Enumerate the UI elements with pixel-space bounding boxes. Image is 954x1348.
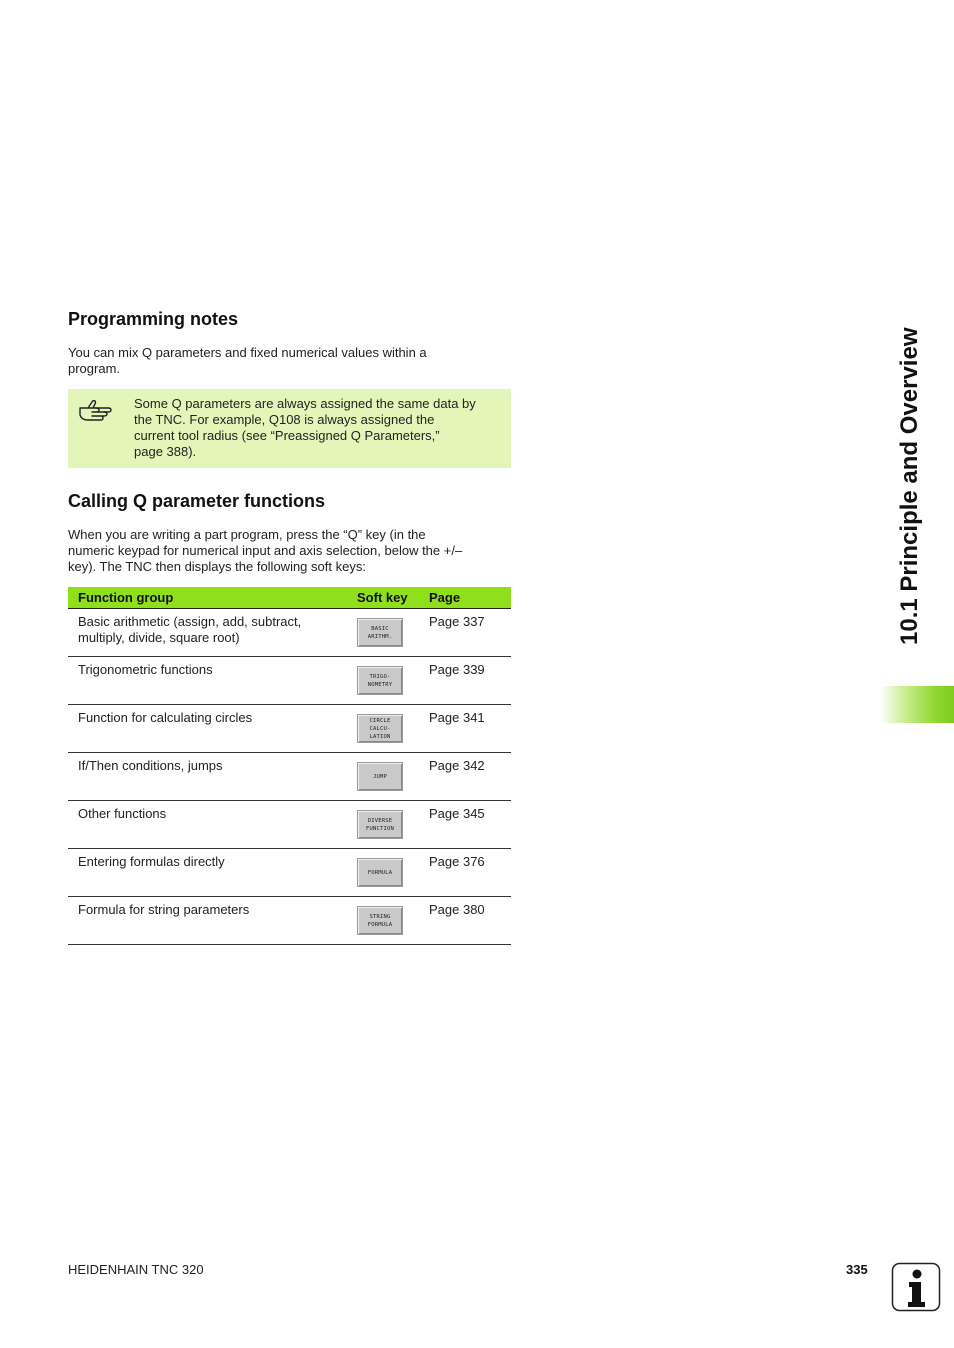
table-row bbox=[68, 849, 511, 897]
page-cell: Page 380 bbox=[429, 897, 511, 945]
intro-line: When you are writing a part program, press the “Q” key (in the bbox=[68, 527, 426, 542]
page-cell: Page 339 bbox=[429, 657, 511, 705]
intro-line: numeric keypad for numerical input and axis selection, below the +/– bbox=[68, 543, 463, 558]
function-line: multiply, divide, square root) bbox=[78, 630, 240, 645]
softkey-trigonometry[interactable]: TRIGO- NOMETRY bbox=[357, 666, 403, 695]
header-page: Page bbox=[429, 587, 511, 609]
intro-line: program. bbox=[68, 361, 121, 376]
softkey-cell bbox=[348, 801, 429, 849]
function-cell bbox=[68, 705, 348, 753]
softkey-cell bbox=[348, 705, 429, 753]
function-cell bbox=[68, 609, 348, 657]
footer-page-number: 335 bbox=[846, 1262, 868, 1277]
softkey-cell bbox=[348, 753, 429, 801]
programming-notes-intro bbox=[68, 345, 508, 377]
softkey-circle-calculation[interactable]: CIRCLE CALCU- LATION bbox=[357, 714, 403, 743]
footer-manual-name: HEIDENHAIN TNC 320 bbox=[68, 1262, 204, 1277]
intro-line: You can mix Q parameters and fixed numerical values within a bbox=[68, 345, 427, 360]
softkey-cell bbox=[348, 897, 429, 945]
table-row bbox=[68, 897, 511, 945]
table-row bbox=[68, 609, 511, 657]
calling-functions-intro bbox=[68, 527, 513, 575]
softkey-diverse-function[interactable]: DIVERSE FUNCTION bbox=[357, 810, 403, 839]
function-cell bbox=[68, 897, 348, 945]
softkey-string-formula[interactable]: STRING FORMULA bbox=[357, 906, 403, 935]
note-text bbox=[134, 396, 504, 460]
softkey-jump[interactable]: JUMP bbox=[357, 762, 403, 791]
chapter-tab-marker bbox=[880, 686, 954, 723]
function-line: Basic arithmetic (assign, add, subtract, bbox=[78, 614, 302, 629]
note-line: Some Q parameters are always assigned the same data by bbox=[134, 396, 476, 411]
softkey-formula[interactable]: FORMULA bbox=[357, 858, 403, 887]
table-row bbox=[68, 801, 511, 849]
function-cell bbox=[68, 657, 348, 705]
note-box bbox=[68, 389, 511, 468]
calling-functions-heading: Calling Q parameter functions bbox=[68, 491, 326, 511]
header-function-group: Function group bbox=[68, 587, 348, 609]
function-line: If/Then conditions, jumps bbox=[78, 758, 223, 773]
function-table bbox=[68, 587, 511, 945]
function-line: Trigonometric functions bbox=[78, 662, 213, 677]
function-cell bbox=[68, 801, 348, 849]
intro-line: key). The TNC then displays the following soft keys: bbox=[68, 559, 366, 574]
softkey-cell bbox=[348, 657, 429, 705]
page-cell: Page 341 bbox=[429, 705, 511, 753]
pointing-hand-icon bbox=[78, 399, 112, 423]
function-line: Formula for string parameters bbox=[78, 902, 250, 917]
programming-notes-heading: Programming notes bbox=[68, 309, 239, 329]
function-line: Entering formulas directly bbox=[78, 854, 225, 869]
note-line: page 388). bbox=[134, 444, 197, 459]
function-line: Function for calculating circles bbox=[78, 710, 253, 725]
function-cell bbox=[68, 849, 348, 897]
table-row bbox=[68, 753, 511, 801]
table-row bbox=[68, 657, 511, 705]
softkey-basic-arithm[interactable]: BASIC ARITHM. bbox=[357, 618, 403, 647]
softkey-cell bbox=[348, 609, 429, 657]
page-cell: Page 342 bbox=[429, 753, 511, 801]
table-row bbox=[68, 705, 511, 753]
header-soft-key: Soft key bbox=[348, 587, 429, 609]
function-cell bbox=[68, 753, 348, 801]
note-line: the TNC. For example, Q108 is always assigned the bbox=[134, 412, 435, 427]
softkey-cell bbox=[348, 849, 429, 897]
page-cell: Page 345 bbox=[429, 801, 511, 849]
page-cell: Page 376 bbox=[429, 849, 511, 897]
info-icon[interactable] bbox=[891, 1262, 941, 1312]
note-line: current tool radius (see “Preassigned Q Parameters,” bbox=[134, 428, 440, 443]
function-line: Other functions bbox=[78, 806, 167, 821]
page-cell: Page 337 bbox=[429, 609, 511, 657]
chapter-side-title: 10.1 Principle and Overview bbox=[896, 327, 923, 645]
table-header-row bbox=[68, 587, 511, 609]
